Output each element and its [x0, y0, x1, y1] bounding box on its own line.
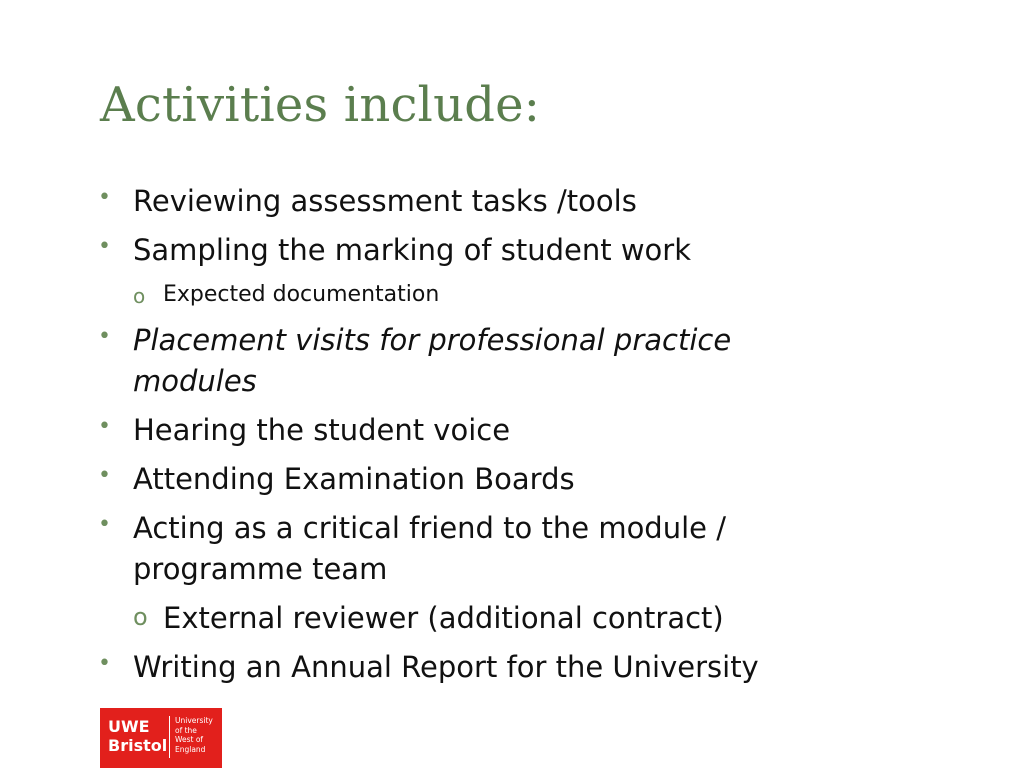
logo-small-line: England	[175, 744, 206, 754]
bullet-examination-boards: Attending Examination Boards	[133, 462, 575, 496]
bullet-annual-report: Writing an Annual Report for the University	[133, 650, 759, 684]
bullet-marker: •	[98, 463, 111, 488]
logo-line-bristol: Bristol	[108, 736, 168, 755]
sub-bullet-marker: o	[133, 603, 148, 631]
bullet-marker: •	[98, 324, 111, 349]
logo-wordmark	[108, 717, 167, 755]
bullet-critical-friend-cont: programme team	[133, 552, 388, 586]
logo-divider	[169, 716, 170, 758]
sub-bullet-external-reviewer: External reviewer (additional contract)	[163, 601, 724, 635]
sub-bullet-expected-documentation: Expected documentation	[163, 282, 440, 307]
logo-small-line: West of	[175, 735, 204, 744]
bullet-critical-friend: Acting as a critical friend to the module /	[133, 511, 726, 545]
bullet-marker: •	[98, 414, 111, 439]
logo-small-line: of the	[175, 725, 197, 735]
bullet-marker: •	[98, 512, 111, 537]
logo-small-line: University	[175, 716, 213, 725]
bullet-student-voice: Hearing the student voice	[133, 413, 511, 447]
bullet-marker: •	[98, 185, 111, 210]
bullet-marker: •	[98, 234, 111, 259]
bullet-marker: •	[98, 651, 111, 676]
logo-university-text	[175, 716, 213, 754]
uwe-bristol-logo	[100, 708, 222, 768]
bullet-placement-visits: Placement visits for professional practice	[133, 323, 732, 357]
bullet-placement-visits-cont: modules	[133, 364, 257, 398]
logo-line-uwe: UWE	[108, 717, 150, 736]
slide-title: Activities include:	[100, 77, 541, 133]
bullet-sampling-marking: Sampling the marking of student work	[133, 233, 691, 267]
bullet-reviewing-assessment: Reviewing assessment tasks /tools	[133, 184, 637, 218]
sub-bullet-marker: o	[133, 284, 146, 308]
